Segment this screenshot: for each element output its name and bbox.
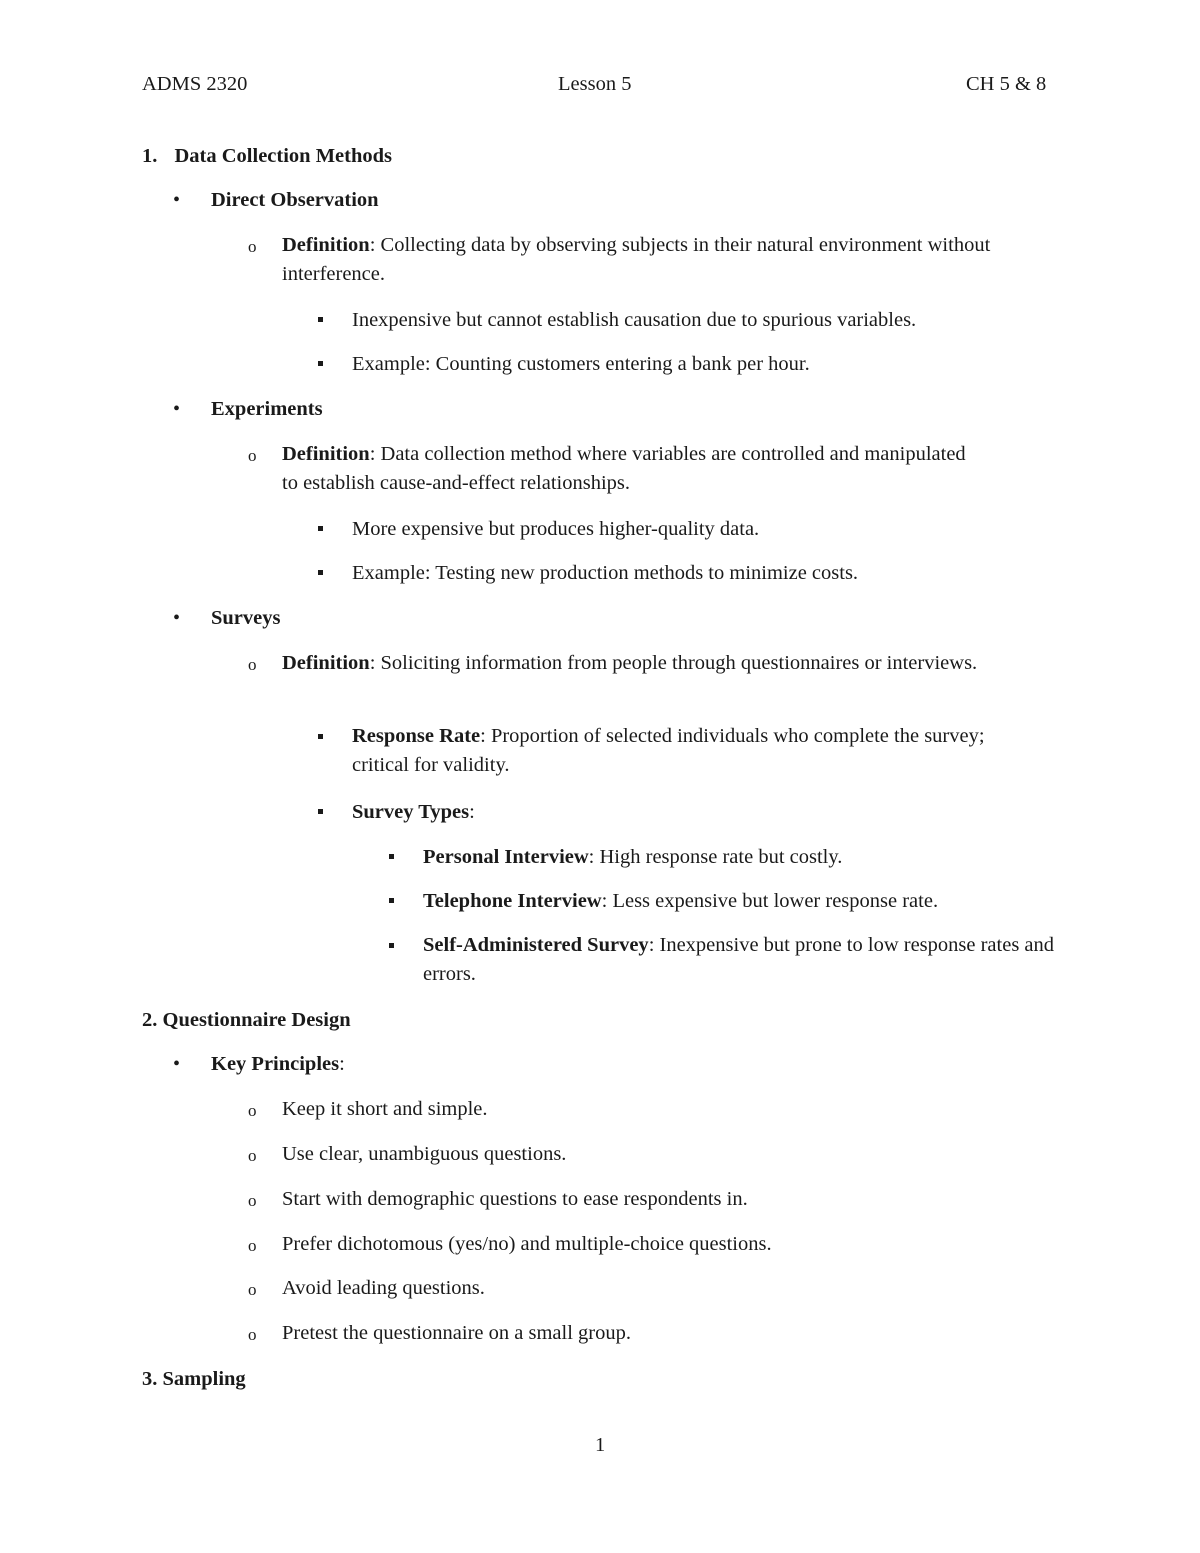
item-title-text: Direct Observation [211,189,379,211]
survey-type-label: Personal Interview [423,846,589,868]
principle: Pretest the questionnaire on a small group. [282,1322,631,1344]
circle-bullet-icon: o [248,655,257,674]
item-title [211,186,379,215]
key-principles [211,1050,345,1079]
bullet-icon: • [173,398,181,420]
survey-type [423,843,842,872]
page-number: 1 [595,1434,606,1456]
item-title-text: Experiments [211,398,323,420]
survey-type [423,931,1073,989]
section-number: 2. [142,1009,158,1031]
item-title-text: Surveys [211,607,281,629]
definition-label: Definition [282,652,370,674]
point: More expensive but produces higher-quality data. [352,518,760,540]
bullet-icon: • [173,189,181,211]
survey-type-text: : Less expensive but lower response rate. [601,890,939,912]
section-title: Questionnaire Design [162,1009,351,1031]
key-principles-colon: : [339,1053,345,1075]
square-bullet-icon [318,723,323,752]
square-bullet-icon [318,798,323,827]
survey-type-label: Self-Administered Survey [423,934,649,956]
section-title: Sampling [162,1368,246,1390]
definition [282,649,1002,678]
point: Example: Counting customers entering a bank per hour. [352,353,810,375]
circle-bullet-icon: o [248,446,257,465]
survey-types-colon: : [469,801,475,823]
header-course: ADMS 2320 [142,73,248,95]
item-title [211,395,323,424]
circle-bullet-icon: o [248,237,257,256]
definition-label: Definition [282,234,370,256]
section-2-heading [142,1006,351,1035]
bullet-icon: • [173,607,181,629]
square-bullet-icon [389,843,394,872]
definition-text: : Collecting data by observing subjects in their natural environment without interference. [282,234,991,285]
section-number: 1. [142,145,158,167]
header-lesson: Lesson 5 [558,73,632,95]
definition [282,231,1032,289]
principle: Prefer dichotomous (yes/no) and multiple-choice questions. [282,1233,772,1255]
point: Inexpensive but cannot establish causation due to spurious variables. [352,309,917,331]
response-rate-label: Response Rate [352,725,481,747]
principle: Start with demographic questions to ease respondents in. [282,1188,748,1210]
circle-bullet-icon: o [248,1101,257,1120]
definition [282,440,982,498]
bullet-icon: • [173,1053,181,1075]
circle-bullet-icon: o [248,1236,257,1255]
header-chapters: CH 5 & 8 [966,73,1047,95]
square-bullet-icon [318,350,323,379]
section-3-heading [142,1365,246,1394]
item-title [211,604,280,633]
survey-type-label: Telephone Interview [423,890,602,912]
section-title: Data Collection Methods [174,145,393,167]
definition-text: : Soliciting information from people through questionnaires or interviews. [369,652,978,674]
square-bullet-icon [318,559,323,588]
response-rate [352,722,1032,780]
square-bullet-icon [318,515,323,544]
circle-bullet-icon: o [248,1191,257,1210]
survey-type [423,887,938,916]
definition-text: : Data collection method where variables are controlled and manipulated to establish cause-and-effect relationships. [282,443,966,494]
square-bullet-icon [318,306,323,335]
definition-label: Definition [282,443,370,465]
survey-types-label: Survey Types [352,801,470,823]
principle: Keep it short and simple. [282,1098,488,1120]
key-principles-label: Key Principles [211,1053,340,1075]
survey-types [352,798,475,827]
point: Example: Testing new production methods to minimize costs. [352,562,859,584]
circle-bullet-icon: o [248,1146,257,1165]
section-1-heading [142,142,392,171]
circle-bullet-icon: o [248,1280,257,1299]
circle-bullet-icon: o [248,1325,257,1344]
survey-type-text: : Inexpensive but prone to low response rates and errors. [423,934,1055,985]
square-bullet-icon [389,887,394,916]
section-number: 3. [142,1368,158,1390]
response-rate-text: : Proportion of selected individuals who complete the survey; critical for validity. [352,725,985,776]
square-bullet-icon [389,932,394,961]
principle: Avoid leading questions. [282,1277,485,1299]
principle: Use clear, unambiguous questions. [282,1143,567,1165]
survey-type-text: : High response rate but costly. [588,846,843,868]
